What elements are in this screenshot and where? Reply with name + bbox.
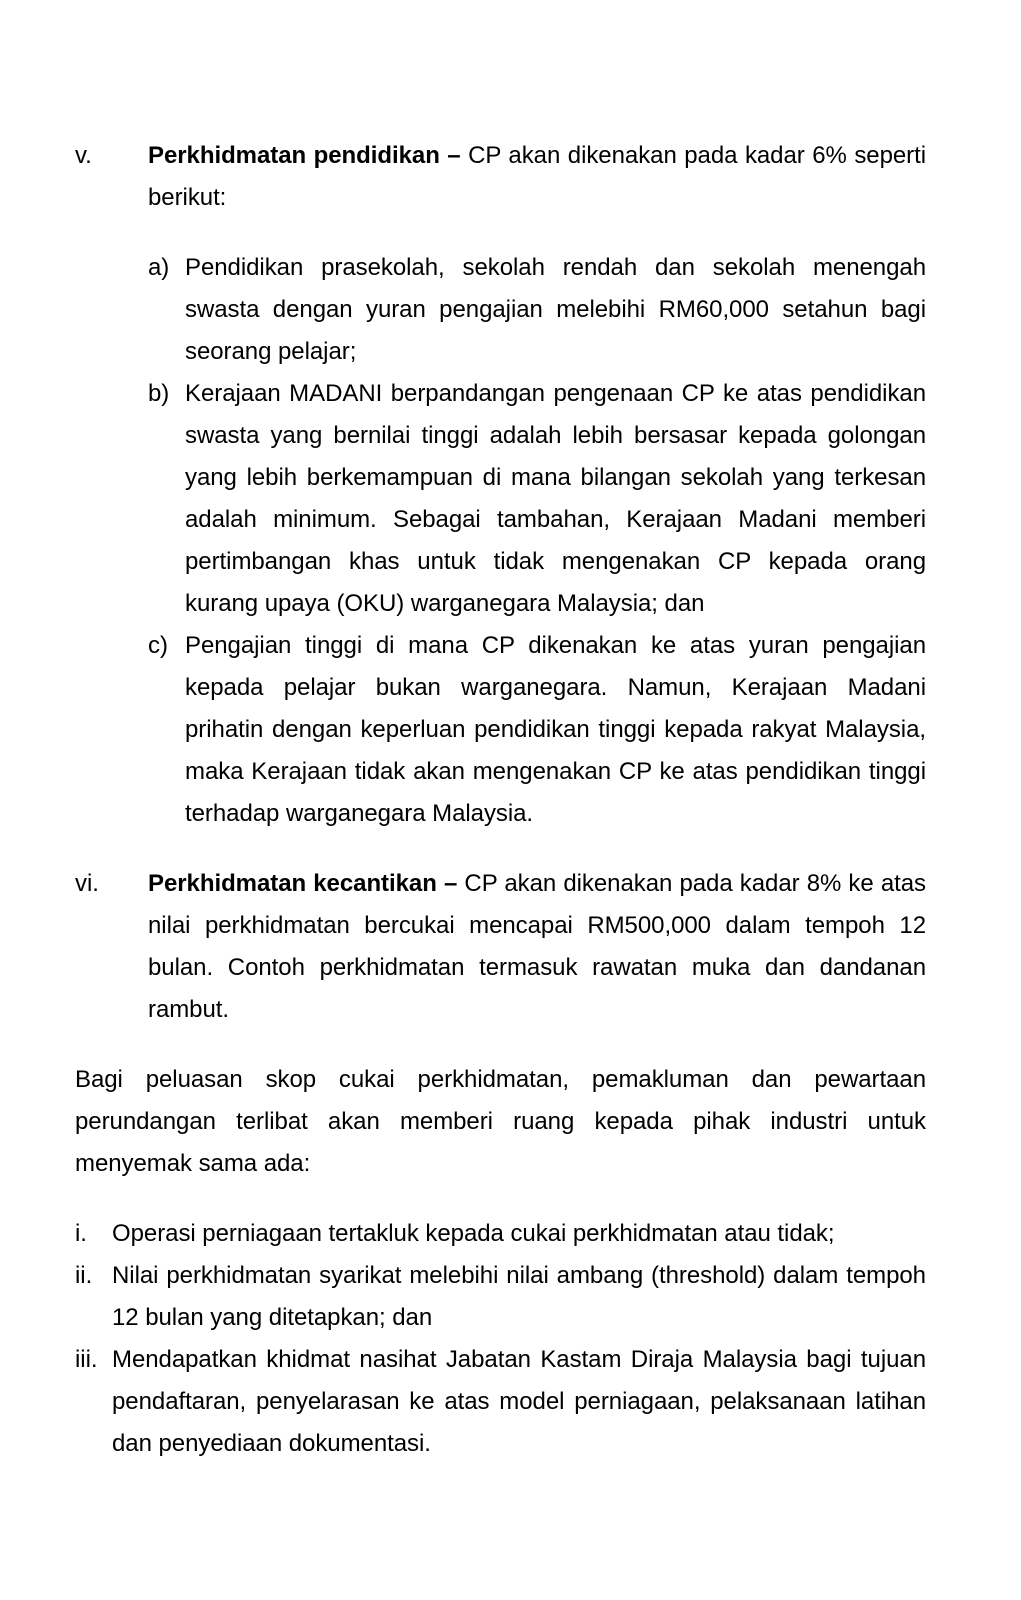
line-text: CP akan dikenakan pada kadar 6% seperti xyxy=(468,142,927,169)
list-item-label: i. xyxy=(75,1220,87,1247)
subitem-text xyxy=(185,373,926,625)
section-body xyxy=(148,863,926,1031)
text-line: swasta yang bernilai tinggi adalah lebih bersasar kepada golongan xyxy=(185,422,926,449)
text-line: kepada pelajar bukan warganegara. Namun, Kerajaan Madani xyxy=(185,674,926,701)
text-line: Pengajian tinggi di mana CP dikenakan ke atas yuran pengajian xyxy=(185,632,926,659)
section-item xyxy=(75,863,926,1031)
text-line: adalah minimum. Sebagai tambahan, Kerajaan Madani memberi xyxy=(185,506,926,533)
text-line: menyemak sama ada: xyxy=(75,1150,311,1177)
body-paragraph xyxy=(75,1059,926,1185)
text-line: pertimbangan khas untuk tidak mengenakan CP kepada orang xyxy=(185,548,926,575)
section-item xyxy=(75,135,926,219)
subitem-label: b) xyxy=(148,380,170,407)
text-line: dan penyediaan dokumentasi. xyxy=(112,1430,431,1457)
text-line: yang lebih berkemampuan di mana bilangan sekolah yang terkesan xyxy=(185,464,926,491)
text-line: Bagi peluasan skop cukai perkhidmatan, pemakluman dan pewartaan xyxy=(75,1066,926,1093)
text-line: Mendapatkan khidmat nasihat Jabatan Kastam Diraja Malaysia bagi tujuan xyxy=(112,1346,926,1373)
subitem-text xyxy=(185,625,926,835)
list-item-label: ii. xyxy=(75,1262,93,1289)
list-item-text xyxy=(112,1339,926,1465)
subitem-label: a) xyxy=(148,254,170,281)
text-line: pendaftaran, penyelarasan ke atas model perniagaan, pelaksanaan latihan xyxy=(112,1388,926,1415)
text-line: 12 bulan yang ditetapkan; dan xyxy=(112,1304,433,1331)
section-number: vi. xyxy=(75,870,99,897)
text-line: prihatin dengan keperluan pendidikan tinggi kepada rakyat Malaysia, xyxy=(185,716,926,743)
subitem-a xyxy=(148,247,926,373)
subitem-text xyxy=(185,247,926,373)
section-number: v. xyxy=(75,142,92,169)
text-line xyxy=(148,135,926,177)
list-item-iii xyxy=(75,1339,926,1465)
text-line: Pendidikan prasekolah, sekolah rendah dan sekolah menengah xyxy=(185,254,926,281)
text-line: terhadap warganegara Malaysia. xyxy=(185,800,534,827)
section-heading: Perkhidmatan kecantikan – xyxy=(148,870,458,897)
list-item-text xyxy=(112,1213,926,1255)
text-line: Nilai perkhidmatan syarikat melebihi nilai ambang (threshold) dalam tempoh xyxy=(112,1262,926,1289)
text-line: Kerajaan MADANI berpandangan pengenaan CP ke atas pendidikan xyxy=(185,380,926,407)
subitem-label: c) xyxy=(148,632,168,659)
list-item-ii xyxy=(75,1255,926,1339)
text-line: Operasi perniagaan tertakluk kepada cukai perkhidmatan atau tidak; xyxy=(112,1220,835,1247)
text-line: swasta dengan yuran pengajian melebihi RM60,000 setahun bagi xyxy=(185,296,926,323)
line-text: CP akan dikenakan pada kadar 8% ke atas xyxy=(464,870,926,897)
section-body xyxy=(148,135,926,219)
section-heading: Perkhidmatan pendidikan – xyxy=(148,142,461,169)
text-line: kurang upaya (OKU) warganegara Malaysia; dan xyxy=(185,590,705,617)
subitem-b xyxy=(148,373,926,625)
text-line xyxy=(148,863,926,905)
text-line: rambut. xyxy=(148,996,230,1023)
list-item-label: iii. xyxy=(75,1346,98,1373)
text-line: bulan. Contoh perkhidmatan termasuk rawatan muka dan dandanan xyxy=(148,954,926,981)
text-line: seorang pelajar; xyxy=(185,338,357,365)
text-line: perundangan terlibat akan memberi ruang kepada pihak industri untuk xyxy=(75,1108,926,1135)
list-item-text xyxy=(112,1255,926,1339)
subitem-c xyxy=(148,625,926,835)
text-line: berikut: xyxy=(148,184,227,211)
text-line: nilai perkhidmatan bercukai mencapai RM500,000 dalam tempoh 12 xyxy=(148,912,926,939)
text-line: maka Kerajaan tidak akan mengenakan CP ke atas pendidikan tinggi xyxy=(185,758,926,785)
list-item-i xyxy=(75,1213,926,1255)
